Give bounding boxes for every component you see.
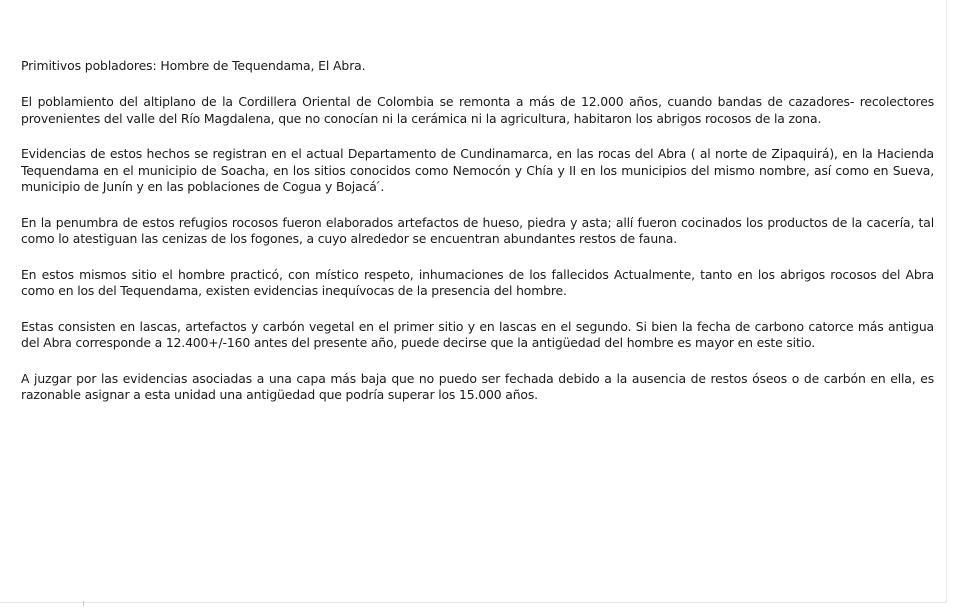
document-body [21, 58, 934, 404]
paragraph-artifacts: En la penumbra de estos refugios rocosos fueron elaborados artefactos de hueso, piedra y asta; allí fueron cocinados los productos de la cacería, tal como lo atestiguan las cenizas de los fogones, a cuyo alrededor se encuentran abundantes restos de fauna. [21, 214, 934, 246]
paragraph-settlement: El poblamiento del altiplano de la Cordillera Oriental de Colombia se remonta a más de 12.000 años, cuando bandas de cazadores- recolectores provenientes del valle del Río Magdalena, que no conocían ni la cerámica ni la agricultura, habitaron los abrigos rocosos de la zona. [21, 94, 934, 126]
paragraph-evidence-sites: Evidencias de estos hechos se registran en el actual Departamento de Cundinamarca, en las rocas del Abra ( al norte de Zipaquirá), en la Hacienda Tequendama en el municipio de Soacha, en los sitios conocidos como Nemocón y Chía y II en los municipios del mismo nombre, así como en Sueva, municipio de Junín y en las poblaciones de Cogua y Bojacá ́. [21, 146, 934, 194]
paragraph-carbon-dating: Estas consisten en lascas, artefactos y carbón vegetal en el primer sitio y en lascas en el segundo. Si bien la fecha de carbono catorce más antigua del Abra corresponde a 12.400+/-160 antes del presente año, puede decirse que la antigüedad del hombre es mayor en este sitio. [21, 318, 934, 350]
document-title: Primitivos pobladores: Hombre de Tequendama, El Abra. [21, 58, 366, 73]
paragraph-antiquity: A juzgar por las evidencias asociadas a una capa más baja que no puedo ser fechada debido a la ausencia de restos óseos o de carbón en ella, es razonable asignar a esta unidad una antigüedad que podría superar los 15.000 años. [21, 370, 934, 402]
paragraph-burials: En estos mismos sitio el hombre practicó, con místico respeto, inhumaciones de los fallecidos Actualmente, tanto en los abrigos rocosos del Abra como en los del Tequendama, existen evidencias inequívocas de la presencia del hombre. [21, 266, 934, 298]
page-edge-mark [83, 601, 84, 606]
